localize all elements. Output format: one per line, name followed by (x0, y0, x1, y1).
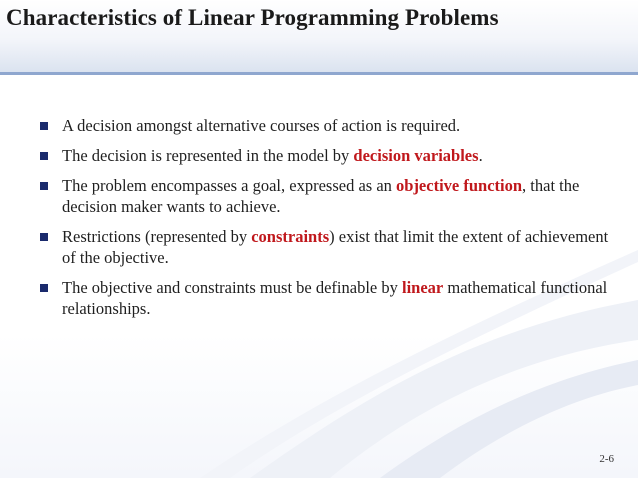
bullet-text: ) exist that limit the extent of achievement of the objective. (62, 227, 609, 267)
bullet-text: . (478, 146, 483, 165)
bullet-item (40, 175, 620, 217)
square-bullet-icon (40, 122, 48, 130)
square-bullet-icon (40, 233, 48, 241)
bullet-item (40, 115, 620, 136)
bullet-text: The problem encompasses a goal, expressed as an (62, 176, 397, 195)
square-bullet-icon (40, 152, 48, 160)
bullet-text: The decision is represented in the model by (62, 146, 354, 165)
highlighted-term: decision variables (353, 146, 479, 165)
page-number: 2-6 (599, 453, 614, 465)
bullet-item (40, 277, 620, 319)
bullet-list (40, 115, 620, 328)
bullet-text: , that the decision maker wants to achieve. (62, 176, 580, 216)
highlighted-term: constraints (251, 227, 330, 246)
square-bullet-icon (40, 182, 48, 190)
bullet-text: A decision amongst alternative courses of action is required. (62, 116, 461, 135)
highlighted-term: objective function (396, 176, 523, 195)
highlighted-term: linear (401, 278, 444, 297)
bullet-item (40, 226, 620, 268)
bullet-item (40, 145, 620, 166)
bullet-text: mathematical functional relationships. (62, 278, 608, 318)
title-divider (0, 72, 638, 75)
slide-title: Characteristics of Linear Programming Problems (6, 5, 499, 30)
square-bullet-icon (40, 284, 48, 292)
bullet-text: Restrictions (represented by (62, 227, 252, 246)
bullet-text: The objective and constraints must be definable by (62, 278, 402, 297)
